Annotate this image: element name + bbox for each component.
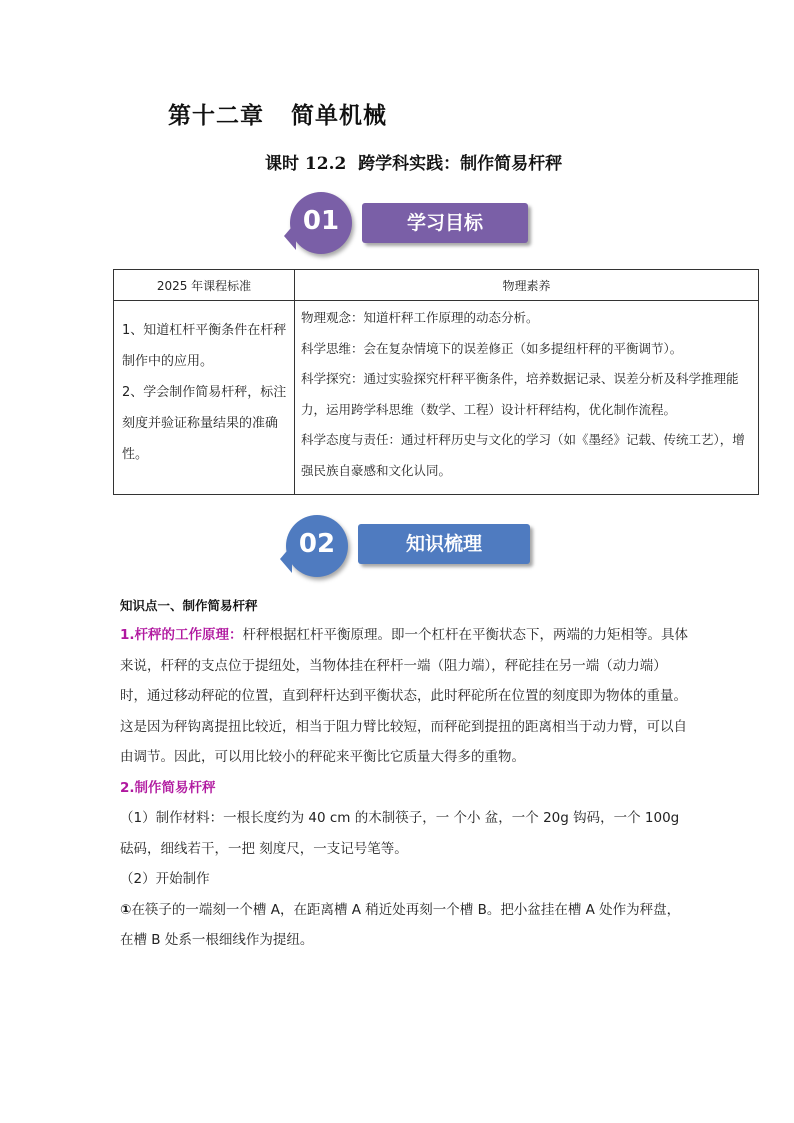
literacy-item: 物理观念：知道杆秤工作原理的动态分析。: [301, 310, 539, 325]
literacy-item: 科学思维：会在复杂情境下的误差修正（如多提纽杆秤的平衡调节）。: [301, 340, 683, 356]
principle-paragraph: [120, 620, 690, 956]
literacy-cell: [295, 301, 759, 495]
knowledge-point-title: 知识点一、制作简易杆秤: [120, 598, 258, 613]
standard-item: 2、学会制作简易杆秤，标注刻度并验证称量结果的准确性。: [122, 385, 287, 462]
step-1-marker: ①: [120, 901, 132, 918]
step-1-text: 在筷子的一端刻一个槽 A，在距离槽 A 稍近处再刻一个槽 B。把小盆挂在槽 A 处作为秤盘，在槽 B 处系一根细线作为提纽。: [120, 901, 681, 948]
section-1-badge: [290, 192, 352, 254]
learning-goals-table: [113, 269, 759, 495]
table-header-literacy: 物理素养: [295, 270, 759, 301]
materials-text: （1）制作材料：一根长度约为 40 cm 的木制筷子，一 个小 盆，一个 20g 钩码，一个 100g 砝码，细线若干，一把 刻度尺，一支记号笔等。: [120, 810, 680, 857]
standard-item: 1、知道杠杆平衡条件在杆秤制作中的应用。: [122, 323, 287, 369]
standards-cell: [114, 301, 295, 495]
principle-text: 杆秤根据杠杆平衡原理。即一个杠杆在平衡状态下，两端的力矩相等。具体来说，杆秤的支点位于提纽处，当物体挂在秤杆一端（阻力端），秤砣挂在另一端（动力端）时，通过移动秤砣的位置，直到秤杆达到平衡状态，此时秤砣所在位置的刻度即为物体的重量。这是因为秤钩离提扭比较近，相当于阻力臂比较短，而秤砣到提扭的距离相当于动力臂，可以自由调节。因此，可以用比较小的秤砣来平衡比它质量大得多的重物。: [120, 627, 689, 765]
literacy-item: 科学探究：通过实验探究杆秤平衡条件，培养数据记录、误差分析及科学推理能力，运用跨学科思维（数学、工程）设计杆秤结构，优化制作流程。: [301, 371, 739, 417]
principle-heading: 1.杆秤的工作原理：: [120, 627, 243, 643]
section-1-label: 学习目标: [362, 203, 528, 243]
table-header-standard: 2025 年课程标准: [114, 270, 295, 301]
making-heading: 2.制作简易杆秤: [120, 779, 216, 796]
section-2-number: 02: [298, 529, 336, 559]
section-1-number: 01: [302, 206, 340, 236]
section-2-badge: [286, 515, 348, 577]
lesson-title: 课时 12.2 跨学科实践：制作简易杆秤: [265, 154, 563, 174]
steps-title: （2）开始制作: [120, 871, 210, 887]
literacy-item: 科学态度与责任：通过杆秤历史与文化的学习（如《墨经》记载、传统工艺），增强民族自豪感和文化认同。: [301, 432, 745, 478]
chapter-title: 第十二章 简单机械: [168, 102, 388, 129]
section-2-label: 知识梳理: [358, 524, 530, 564]
